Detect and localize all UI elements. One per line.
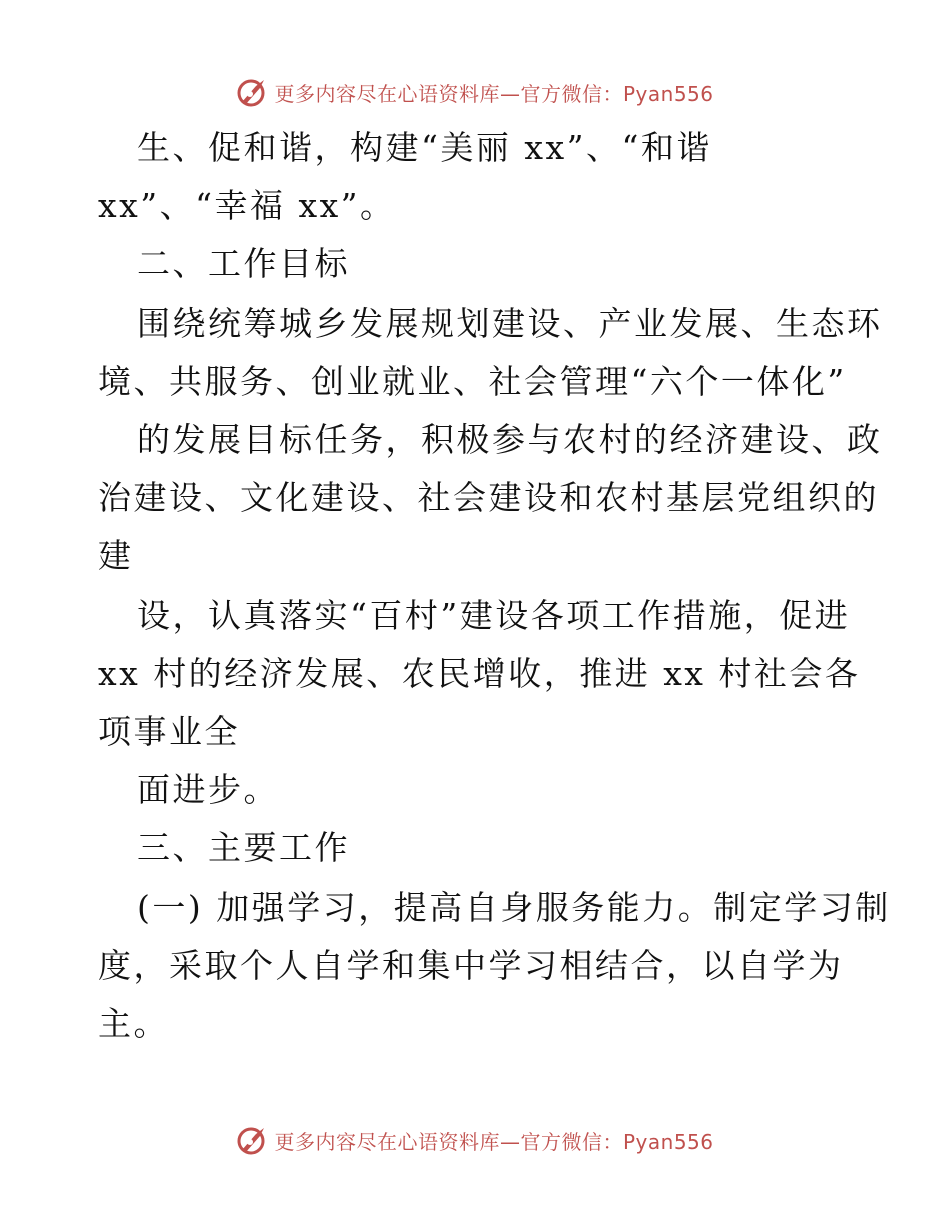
text-line: xx 村的经济发展、农民增收，推进 xx 村社会各 — [98, 654, 861, 693]
watermark-text — [274, 1126, 713, 1155]
text-line: 主。 — [98, 1004, 169, 1043]
quill-pen-logo-icon — [236, 1124, 268, 1156]
text-line: 项事业全 — [98, 712, 240, 751]
header-watermark — [0, 72, 950, 112]
watermark-wechat-label: 官方微信： — [520, 81, 623, 106]
text-line: 度，采取个人自学和集中学习相结合，以自学为 — [98, 946, 844, 985]
footer-watermark — [0, 1120, 950, 1160]
text-line: 设，认真落实“百村”建设各项工作措施，促进 — [137, 596, 851, 635]
text-line: 境、共服务、创业就业、社会管理“六个一体化” — [98, 362, 847, 401]
section-heading: 二、工作目标 — [137, 244, 350, 283]
text-line: 围绕统筹城乡发展规划建设、产业发展、生态环 — [137, 304, 883, 343]
watermark-separator: — — [499, 1129, 521, 1154]
watermark-text — [274, 78, 713, 107]
watermark-wechat-id: Pyan556 — [622, 1129, 714, 1154]
text-line: xx”、“幸福 xx”。 — [98, 186, 396, 225]
watermark-main-text: 更多内容尽在心语资料库 — [274, 81, 500, 106]
watermark-separator: — — [499, 81, 521, 106]
text-line: 面进步。 — [137, 770, 279, 809]
watermark-main-text: 更多内容尽在心语资料库 — [274, 1129, 500, 1154]
text-line: 治建设、文化建设、社会建设和农村基层党组织的 — [98, 478, 879, 517]
text-line: (一) 加强学习，提高自身服务能力。制定学习制 — [137, 888, 891, 927]
text-line: 建 — [98, 536, 134, 575]
quill-pen-logo-icon — [236, 76, 268, 108]
watermark-wechat-label: 官方微信： — [520, 1129, 623, 1154]
section-heading: 三、主要工作 — [137, 828, 350, 867]
text-line: 生、促和谐，构建“美丽 xx”、“和谐 — [137, 128, 712, 167]
watermark-wechat-id: Pyan556 — [622, 81, 714, 106]
text-line: 的发展目标任务，积极参与农村的经济建设、政 — [137, 420, 883, 459]
